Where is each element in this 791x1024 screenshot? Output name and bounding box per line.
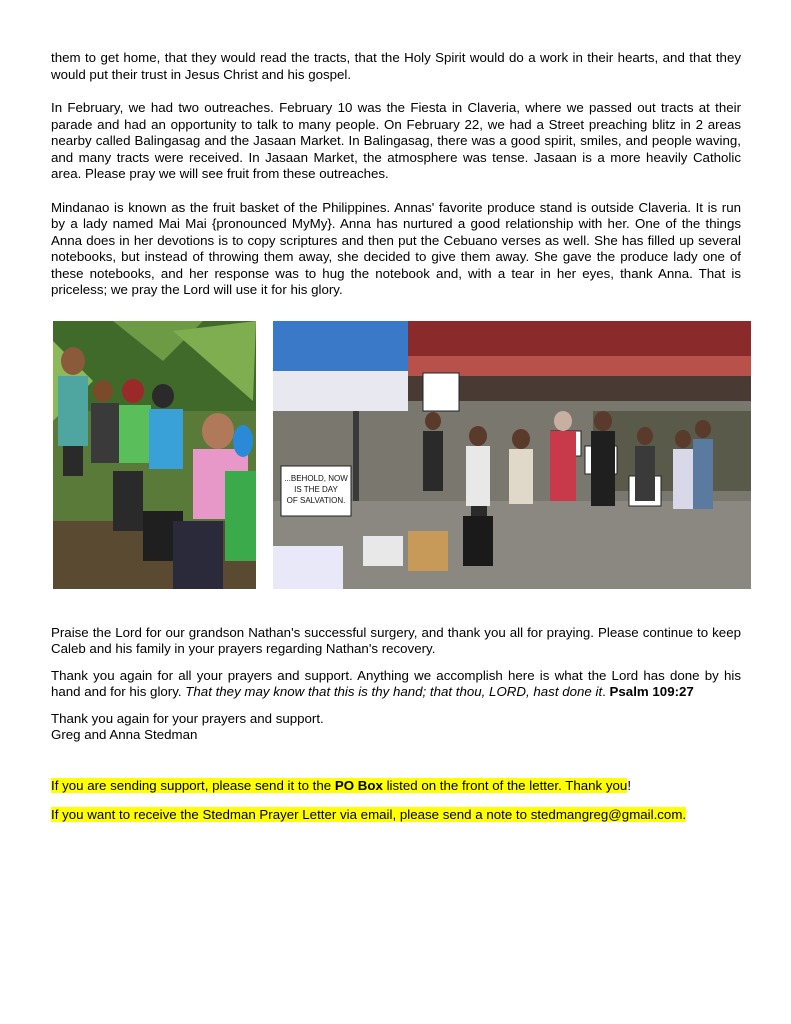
paragraph-produce-stand: Mindanao is known as the fruit basket of the Philippines. Annas' favorite produce stand is outside Claveria. It is run by a lady named Mai Mai {pronounced MyMy}. Anna has nurtured a good relationship with her. One of the things Anna does in her devotions is to copy scriptures and then put the Cebuano verses as well. She has filled up several notebooks, but instead of throwing them away, she decided to give them away. She gave the produce lady one of these notebooks, and her response was to hug the notebook and, with a tear in her eyes, thank Anna. That is priceless; we pray the Lord will use it for his glory. [51,199,741,297]
po-box-label: PO Box [334,777,383,793]
sign-main-line3: OF SALVATION. [286,495,346,505]
support-note-bang: ! [627,777,632,793]
paragraph-february-outreaches: In February, we had two outreaches. February 10 was the Fiesta in Claveria, where we passed out tracts at their parade and had an opportunity to talk to many people. On February 22, we had a Street preaching blitz in 2 areas nearby called Balingasag and the Jasaan Market. In Balingasag, there was a good spirit, smiles, and people waving, and many tracts were received. In Jasaan Market, the atmosphere was tense. Jasaan is a more heavily Catholic area. Please pray we will see fruit from these outreaches. [51,100,741,181]
photo-people-sitting-image [53,321,256,589]
photo-street-preaching [273,321,751,589]
email-note [51,807,741,824]
letter-page [51,50,741,824]
thanks-text: Thank you again for all your prayers and support. Anything we accomplish here is what the Lord has done by his hand and for his glory. [51,667,741,699]
sign-main-line1: ...BEHOLD, NOW [284,473,348,483]
paragraph-tracts: them to get home, that they would read the tracts, that the Holy Spirit would do a work in their hearts, and that they would put their trust in Jesus Christ and his gospel. [51,50,741,82]
signature: Greg and Anna Stedman [51,727,198,742]
support-note-post: listed on the front of the letter. Thank you [382,777,628,793]
paragraph-nathan-surgery: Praise the Lord for our grandson Nathan's successful surgery, and thank you all for praying. Please continue to keep Caleb and his family in your prayers regarding Nathan's recovery. [51,624,741,656]
support-note-pre: If you are sending support, please send it to the [51,777,335,793]
closing-line: Thank you again for your prayers and support. [51,710,324,726]
closing [51,711,741,744]
email-note-text: If you want to receive the Stedman Prayer Letter via email, please send a note to stedmangreg@gmail.com. [51,807,687,822]
photo-street-preaching-image [273,321,751,589]
scripture-reference: Psalm 109:27 [609,684,694,699]
scripture-period: . [602,684,610,699]
support-note [51,778,741,795]
photo-row [53,321,741,591]
paragraph-thanks-prayers [51,668,741,701]
photo-people-sitting [53,321,256,589]
scripture-quote: That they may know that this is thy hand; that thou, LORD, hast done it [185,684,603,699]
sign-main-line2: IS THE DAY [294,484,338,494]
